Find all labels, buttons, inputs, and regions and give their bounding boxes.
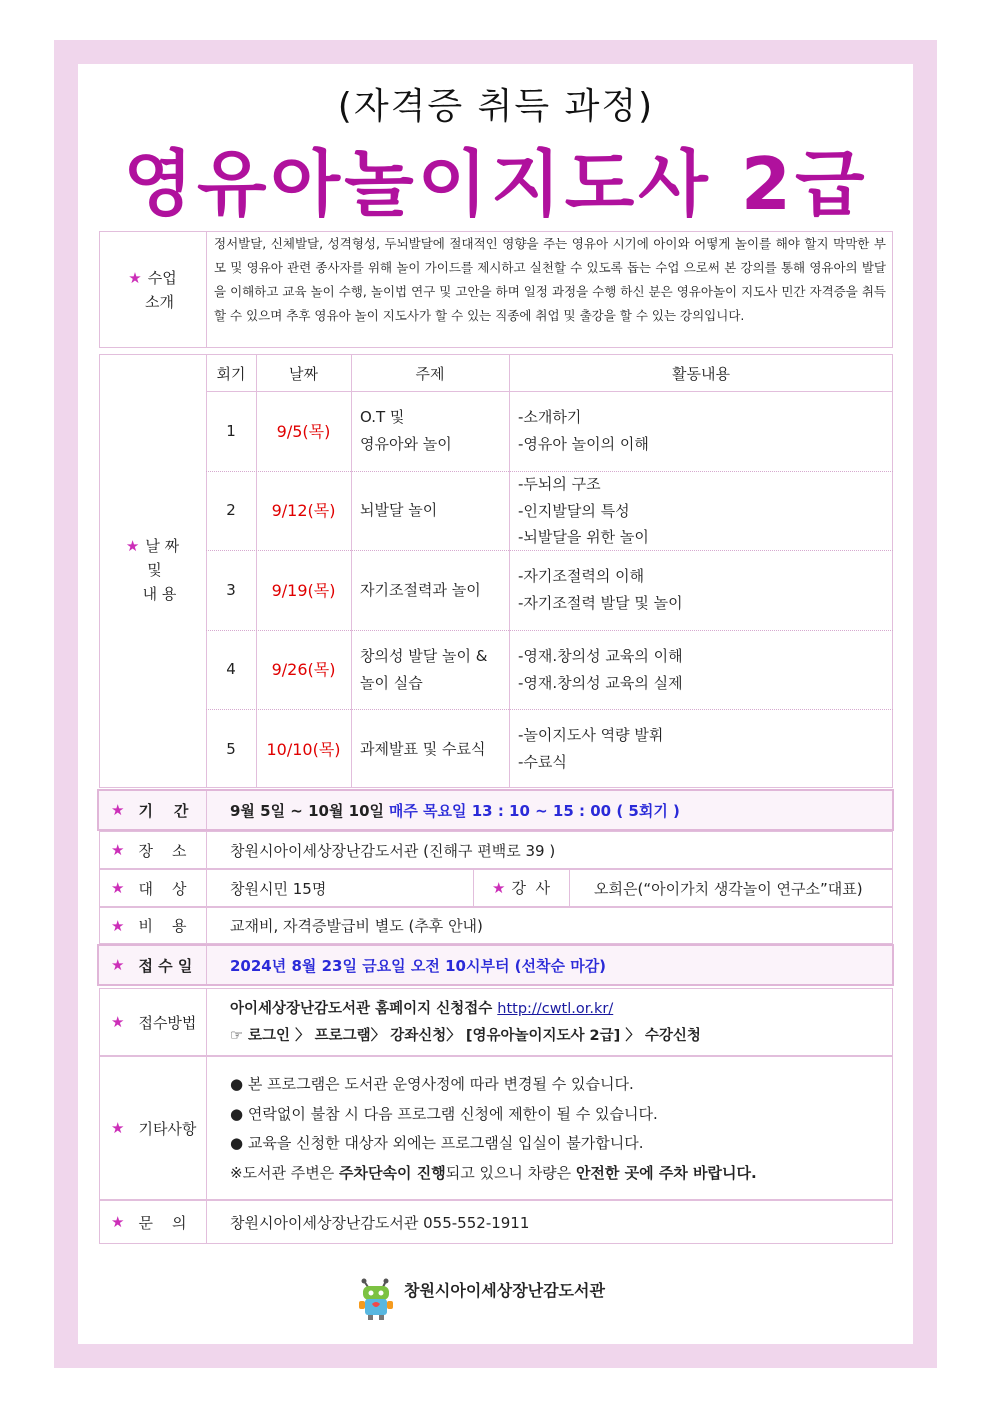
- period-label: ★ 기 간: [111, 801, 189, 820]
- row-5-date: 10/10(목): [266, 740, 341, 759]
- row-5-activities: -놀이지도사 역량 발휘 -수료식: [518, 726, 664, 771]
- cost-row: [99, 907, 893, 944]
- star-icon: ★: [492, 879, 506, 897]
- method-value: 아이세상장난감도서관 홈페이지 신청접수 http://cwtl.or.kr/ ☞ 로그인 〉 프로그램〉 강좌신청〉 [영유아놀이지도사 2급] 〉 수강신청: [230, 1001, 701, 1044]
- row-5-no: 5: [226, 740, 236, 758]
- instructor-value: 오희은(“아이가치 생각놀이 연구소”대표): [594, 879, 863, 898]
- inquiry-label: ★ 문 의: [111, 1213, 187, 1232]
- library-logo-text: 창원시아이세상장난감도서관: [404, 1281, 605, 1300]
- star-icon: ★: [111, 1119, 125, 1137]
- robot-mascot-icon: [356, 1277, 398, 1321]
- note-item: ● 연락없이 불참 시 다음 프로그램 신청에 제한이 될 수 있습니다.: [230, 1104, 658, 1123]
- place-value: 창원시아이세상장난감도서관 (진해구 편백로 39 ): [230, 841, 556, 860]
- star-icon: ★: [111, 879, 125, 897]
- star-icon: ★: [111, 916, 125, 935]
- star-icon: ★: [125, 537, 140, 555]
- row-4-date: 9/26(목): [271, 660, 336, 679]
- star-icon: ★: [111, 841, 125, 859]
- instructor-label: ★ 강 사: [473, 869, 569, 907]
- note-item: ● 본 프로그램은 도서관 운영사정에 따라 변경될 수 있습니다.: [230, 1075, 634, 1093]
- note-item: ● 교육을 신청한 대상자 외에는 프로그램실 입실이 불가합니다.: [230, 1134, 644, 1152]
- star-icon: ★: [111, 1213, 125, 1231]
- row-2-activities: -두뇌의 구조 -인지발달의 특성 -뇌발달을 위한 놀이: [518, 475, 649, 546]
- period-value: 9월 5일 ~ 10월 10일 매주 목요일 13 : 10 ~ 15 : 00 ( 5회기 ): [230, 801, 680, 820]
- parking-note: ※도서관 주변은 주차단속이 진행되고 있으니 차량은 안전한 곳에 주차 바랍니다.: [230, 1163, 757, 1182]
- place-label: ★ 장 소: [111, 841, 187, 860]
- page-subtitle: (자격증 취득 과정): [337, 86, 655, 127]
- notes-label: ★ 기타사항: [111, 1119, 197, 1138]
- intro-label: ★ 수업 소개: [128, 268, 177, 311]
- notes-list: [230, 1070, 885, 1188]
- star-icon: ★: [111, 801, 125, 819]
- reception-value: 2024년 8월 23일 금요일 오전 10시부터 (선착순 마감): [230, 956, 607, 975]
- header-date: 날짜: [289, 365, 318, 383]
- row-2-date: 9/12(목): [271, 501, 336, 520]
- schedule-label: ★ 날 짜 및 내 용: [125, 537, 180, 603]
- intro-text: 정서발달, 신체발달, 성격형성, 두뇌발달에 절대적인 영향을 주는 영유아 시기에 아이와 어떻게 놀이를 해야 할지 막막한 부모 및 영유아 관련 종사자를 위해 놀이 가이드를 제시하고 실천할 수 있도록 돕는 수업 으로써 본 강의를 통해 영유아의 발달을 이해하고 교육 놀이 수행, 놀이법 연구 및 고안을 하며 일정 과정을 수행 하신 분은 영유아놀이 지도사 민간 자격증을 취득 할 수 있으며 추후 영유아 놀이 지도사가 할 수 있는 직종에 취업 및 출강을 할 수 있는 강의입니다.: [214, 236, 886, 323]
- star-icon: ★: [111, 1013, 125, 1031]
- header-topic: 주제: [415, 365, 445, 383]
- cost-value: 교재비, 자격증발급비 별도 (추후 안내): [230, 917, 483, 935]
- cost-label: ★ 비 용: [111, 916, 187, 935]
- row-2-topic: 뇌발달 놀이: [360, 501, 438, 519]
- row-4-no: 4: [226, 660, 236, 678]
- row-2-no: 2: [226, 501, 236, 519]
- method-label: ★ 접수방법: [111, 1013, 197, 1032]
- header-session: 회기: [216, 365, 246, 383]
- row-4-activities: -영재.창의성 교육의 이해 -영재.창의성 교육의 실제: [518, 647, 683, 692]
- page-title: 영유아놀이지도사 2급: [123, 142, 869, 226]
- header-activity: 활동내용: [672, 365, 730, 383]
- target-value: 창원시민 15명: [230, 879, 327, 898]
- star-icon: ★: [128, 268, 142, 287]
- target-label: ★ 대 상: [111, 879, 187, 898]
- row-1-activities: -소개하기 -영유아 놀이의 이해: [518, 408, 649, 453]
- row-3-activities: -자기조절력의 이해 -자기조절력 발달 및 놀이: [518, 567, 683, 612]
- row-5-topic: 과제발표 및 수료식: [360, 740, 486, 758]
- row-3-topic: 자기조절력과 놀이: [360, 581, 481, 599]
- row-1-topic: O.T 및 영유아와 놀이: [360, 408, 452, 453]
- row-4-topic: 창의성 발달 놀이 & 놀이 실습: [360, 647, 488, 692]
- homepage-link[interactable]: http://cwtl.or.kr/: [497, 1001, 614, 1017]
- row-3-no: 3: [226, 581, 236, 599]
- row-1-date: 9/5(목): [276, 422, 331, 441]
- reception-label: ★ 접 수 일: [111, 956, 193, 975]
- row-3-date: 9/19(목): [271, 581, 336, 600]
- row-1-no: 1: [226, 422, 236, 440]
- star-icon: ★: [111, 956, 125, 974]
- inquiry-value: 창원시아이세상장난감도서관 055-552-1911: [230, 1213, 530, 1232]
